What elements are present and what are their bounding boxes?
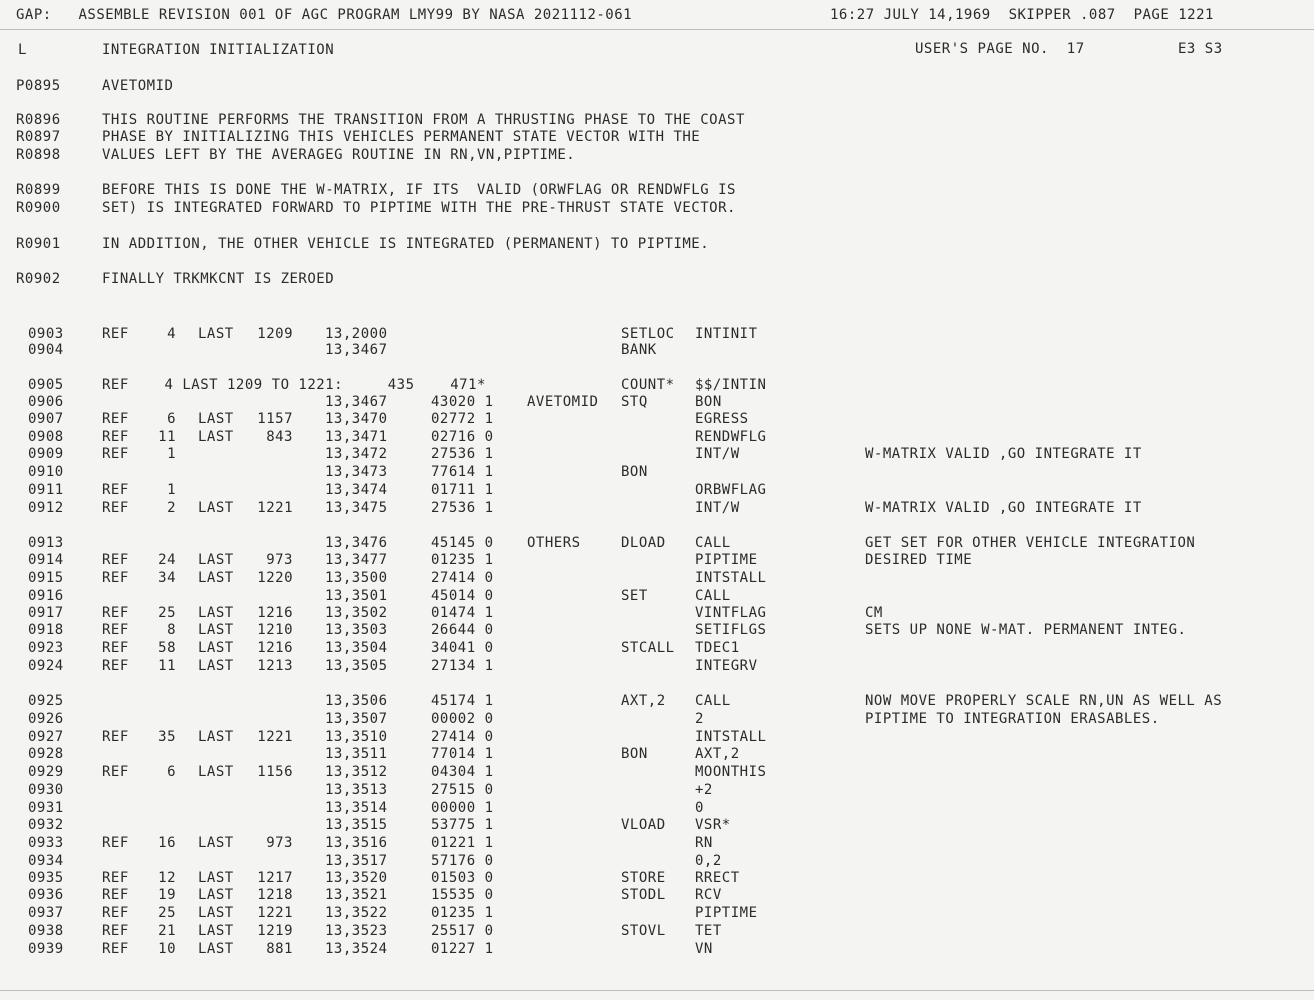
ref-keyword: REF: [102, 429, 129, 445]
memory-address: 13,3471: [325, 429, 388, 445]
operand: VINTFLAG: [695, 605, 767, 621]
comment-line-number: R0897: [16, 129, 61, 145]
operand: +2: [695, 782, 713, 798]
memory-address: 13,3523: [325, 923, 388, 939]
ref-count: 25: [158, 605, 176, 621]
ref-keyword: REF: [102, 482, 129, 498]
octal-word: 01221 1: [431, 835, 494, 851]
last-keyword: LAST: [198, 640, 234, 656]
ref-count: 10: [158, 941, 176, 957]
ref-count: 11: [158, 658, 176, 674]
users-page-number: USER'S PAGE NO. 17: [915, 41, 1085, 57]
line-comment: SETS UP NONE W-MAT. PERMANENT INTEG.: [865, 622, 1187, 638]
opcode: SETLOC: [621, 326, 675, 342]
memory-address: 13,3475: [325, 500, 388, 516]
octal-word: 01227 1: [431, 941, 494, 957]
octal-word: 27536 1: [431, 446, 494, 462]
operand: VN: [695, 941, 713, 957]
octal-word: 25517 0: [431, 923, 494, 939]
listing-line-number: 0926: [28, 711, 64, 727]
memory-address: 13,3517: [325, 853, 388, 869]
memory-address: 13,3515: [325, 817, 388, 833]
opcode: STORE: [621, 870, 666, 886]
operand: EGRESS: [695, 411, 749, 427]
header-title: GAP: ASSEMBLE REVISION 001 OF AGC PROGRAM LMY99 BY NASA 2021112-061: [16, 7, 633, 23]
last-page-number: 1219: [257, 923, 293, 939]
memory-address: 13,3512: [325, 764, 388, 780]
last-keyword: LAST: [198, 605, 234, 621]
ref-count: 21: [158, 923, 176, 939]
operand: RN: [695, 835, 713, 851]
last-keyword: LAST: [198, 500, 234, 516]
listing-line-number: 0915: [28, 570, 64, 586]
listing-line-number: 0924: [28, 658, 64, 674]
memory-address: 13,3522: [325, 905, 388, 921]
octal-word: 34041 0: [431, 640, 494, 656]
octal-word: 45014 0: [431, 588, 494, 604]
opcode: AXT,2: [621, 693, 666, 709]
octal-word: 45145 0: [431, 535, 494, 551]
line-comment: CM: [865, 605, 883, 621]
last-page-number: 1156: [257, 764, 293, 780]
operand: 0,2: [695, 853, 722, 869]
octal-word: 27536 1: [431, 500, 494, 516]
ref-keyword: REF: [102, 941, 129, 957]
memory-address: 13,3504: [325, 640, 388, 656]
last-page-number: 1157: [257, 411, 293, 427]
last-page-number: 1221: [257, 729, 293, 745]
last-page-number: 1209: [257, 326, 293, 342]
operand: INT/W: [695, 446, 740, 462]
listing-line-number: 0916: [28, 588, 64, 604]
operand: SETIFLGS: [695, 622, 767, 638]
memory-address: 13,3507: [325, 711, 388, 727]
octal-word: 53775 1: [431, 817, 494, 833]
ref-count: 16: [158, 835, 176, 851]
ref-count: 4: [167, 326, 176, 342]
octal-word: 02772 1: [431, 411, 494, 427]
comment-line-number: R0898: [16, 147, 61, 163]
ref-keyword: REF: [102, 905, 129, 921]
octal-word: 01711 1: [431, 482, 494, 498]
octal-word: 43020 1: [431, 394, 494, 410]
comment-text: SET) IS INTEGRATED FORWARD TO PIPTIME WITH THE PRE-THRUST STATE VECTOR.: [102, 200, 736, 216]
ref-keyword: REF: [102, 658, 129, 674]
line-comment: NOW MOVE PROPERLY SCALE RN,UN AS WELL AS: [865, 693, 1223, 709]
ref-count: 24: [158, 552, 176, 568]
octal-word: 57176 0: [431, 853, 494, 869]
memory-address: 13,3502: [325, 605, 388, 621]
octal-word: 00002 0: [431, 711, 494, 727]
octal-word: 01503 0: [431, 870, 494, 886]
memory-address: 13,3470: [325, 411, 388, 427]
operand: CALL: [695, 693, 731, 709]
octal-word: 01235 1: [431, 905, 494, 921]
listing-line-number: 0933: [28, 835, 64, 851]
listing-line-number: 0904: [28, 342, 64, 358]
header-rule: [0, 29, 1314, 30]
opcode: STOVL: [621, 923, 666, 939]
last-page-number: 973: [266, 552, 293, 568]
operand: CALL: [695, 588, 731, 604]
location-label: AVETOMID: [527, 394, 599, 410]
operand: 2: [695, 711, 704, 727]
ref-keyword: REF: [102, 870, 129, 886]
last-keyword: LAST: [198, 729, 234, 745]
operand: ORBWFLAG: [695, 482, 767, 498]
last-keyword: LAST: [198, 835, 234, 851]
listing-line-number: 0929: [28, 764, 64, 780]
ref-keyword: REF: [102, 729, 129, 745]
memory-address: 13,3472: [325, 446, 388, 462]
last-page-number: 1220: [257, 570, 293, 586]
listing-line-number: 0931: [28, 800, 64, 816]
octal-word: 77614 1: [431, 464, 494, 480]
ref-keyword: REF: [102, 570, 129, 586]
listing-line-number: 0927: [28, 729, 64, 745]
last-keyword: LAST: [198, 764, 234, 780]
ref-count: 12: [158, 870, 176, 886]
octal-word: 26644 0: [431, 622, 494, 638]
operand: BON: [695, 394, 722, 410]
last-page-number: 1216: [257, 605, 293, 621]
line-comment: DESIRED TIME: [865, 552, 973, 568]
line-comment: W-MATRIX VALID ,GO INTEGRATE IT: [865, 446, 1142, 462]
listing-line-number: 0928: [28, 746, 64, 762]
listing-line-number: 0914: [28, 552, 64, 568]
opcode: STODL: [621, 887, 666, 903]
last-keyword: LAST: [198, 887, 234, 903]
listing-line-number: 0910: [28, 464, 64, 480]
opcode: BON: [621, 746, 648, 762]
memory-address: 13,3520: [325, 870, 388, 886]
last-keyword: LAST: [198, 411, 234, 427]
memory-address: 13,3473: [325, 464, 388, 480]
memory-address: 13,2000: [325, 326, 388, 342]
last-keyword: LAST: [198, 905, 234, 921]
section-title: INTEGRATION INITIALIZATION: [102, 42, 335, 58]
comment-text: FINALLY TRKMKCNT IS ZEROED: [102, 271, 335, 287]
memory-address: 13,3467: [325, 394, 388, 410]
opcode: STQ: [621, 394, 648, 410]
comment-text: VALUES LEFT BY THE AVERAGEG ROUTINE IN RN,VN,PIPTIME.: [102, 147, 576, 163]
operand: TDEC1: [695, 640, 740, 656]
operand: 0: [695, 800, 704, 816]
comment-line-number: R0900: [16, 200, 61, 216]
comment-line-number: R0901: [16, 236, 61, 252]
location-label: OTHERS: [527, 535, 581, 551]
operand: INTSTALL: [695, 729, 767, 745]
operand: PIPTIME: [695, 905, 758, 921]
memory-address: 13,3474: [325, 482, 388, 498]
memory-address: 13,3467: [325, 342, 388, 358]
last-page-number: 1221: [257, 905, 293, 921]
comment-text: BEFORE THIS IS DONE THE W-MATRIX, IF ITS VALID (ORWFLAG OR RENDWFLG IS: [102, 182, 736, 198]
last-page-number: 1210: [257, 622, 293, 638]
last-page-number: 1213: [257, 658, 293, 674]
section-code: E3 S3: [1178, 41, 1223, 57]
ref-keyword: REF: [102, 605, 129, 621]
comment-text: IN ADDITION, THE OTHER VEHICLE IS INTEGRATED (PERMANENT) TO PIPTIME.: [102, 236, 710, 252]
listing-line-number: 0938: [28, 923, 64, 939]
listing-line-number: 0935: [28, 870, 64, 886]
ref-count: 58: [158, 640, 176, 656]
line-comment: W-MATRIX VALID ,GO INTEGRATE IT: [865, 500, 1142, 516]
octal-word: 45174 1: [431, 693, 494, 709]
last-keyword: LAST: [198, 622, 234, 638]
ref-count: 19: [158, 887, 176, 903]
listing-line-number: 0939: [28, 941, 64, 957]
ref-keyword: REF: [102, 835, 129, 851]
ref-count: 8: [167, 622, 176, 638]
comment-line-number: R0896: [16, 112, 61, 128]
last-keyword: LAST: [198, 923, 234, 939]
memory-address: 13,3500: [325, 570, 388, 586]
listing-line-number: 0917: [28, 605, 64, 621]
octal-word: 27414 0: [431, 570, 494, 586]
section-marker: L: [18, 42, 27, 58]
ref-keyword: REF: [102, 640, 129, 656]
memory-address: 13,3505: [325, 658, 388, 674]
memory-address: 13,3521: [325, 887, 388, 903]
octal-word: 27515 0: [431, 782, 494, 798]
operand: INTSTALL: [695, 570, 767, 586]
comment-text: THIS ROUTINE PERFORMS THE TRANSITION FROM A THRUSTING PHASE TO THE COAST: [102, 112, 745, 128]
ref-keyword: REF: [102, 552, 129, 568]
last-keyword: LAST: [198, 870, 234, 886]
opcode: DLOAD: [621, 535, 666, 551]
opcode: BANK: [621, 342, 657, 358]
last-page-number: 1221: [257, 500, 293, 516]
last-keyword: LAST: [198, 326, 234, 342]
listing-line-number: 0907: [28, 411, 64, 427]
listing-line-number: 0923: [28, 640, 64, 656]
octal-word: 77014 1: [431, 746, 494, 762]
comment-text: PHASE BY INITIALIZING THIS VEHICLES PERMANENT STATE VECTOR WITH THE: [102, 129, 701, 145]
ref-count: 2: [167, 500, 176, 516]
ref-keyword: REF: [102, 411, 129, 427]
listing-line-number: 0905: [28, 377, 64, 393]
memory-address: 13,3477: [325, 552, 388, 568]
listing-line-number: 0906: [28, 394, 64, 410]
opcode: SET: [621, 588, 648, 604]
last-page-number: 843: [266, 429, 293, 445]
ref-count: 1: [167, 482, 176, 498]
octal-word: 01235 1: [431, 552, 494, 568]
line-comment: PIPTIME TO INTEGRATION ERASABLES.: [865, 711, 1160, 727]
operand: VSR*: [695, 817, 731, 833]
octal-word: 01474 1: [431, 605, 494, 621]
operand: AXT,2: [695, 746, 740, 762]
last-page-number: 973: [266, 835, 293, 851]
last-page-number: 881: [266, 941, 293, 957]
listing-line-number: 0913: [28, 535, 64, 551]
listing-line-number: 0930: [28, 782, 64, 798]
octal-word: 00000 1: [431, 800, 494, 816]
ref-count: 1: [167, 446, 176, 462]
comment-line-number: P0895: [16, 78, 61, 94]
listing-line-number: 0934: [28, 853, 64, 869]
memory-address: 13,3510: [325, 729, 388, 745]
octal-word: 27134 1: [431, 658, 494, 674]
last-page-number: 1216: [257, 640, 293, 656]
opcode: VLOAD: [621, 817, 666, 833]
octal-word: 15535 0: [431, 887, 494, 903]
octal-word: 27414 0: [431, 729, 494, 745]
opcode: COUNT*: [621, 377, 675, 393]
operand: INTEGRV: [695, 658, 758, 674]
ref-count: 6: [167, 411, 176, 427]
ref-count: 34: [158, 570, 176, 586]
opcode: BON: [621, 464, 648, 480]
memory-address: 13,3503: [325, 622, 388, 638]
ref-keyword: REF: [102, 923, 129, 939]
operand: RRECT: [695, 870, 740, 886]
memory-address: 13,3476: [325, 535, 388, 551]
listing-line-number: 0932: [28, 817, 64, 833]
octal-word: 04304 1: [431, 764, 494, 780]
operand: RENDWFLG: [695, 429, 767, 445]
operand: TET: [695, 923, 722, 939]
ref-keyword: REF: [102, 326, 129, 342]
listing-line-number: 0911: [28, 482, 64, 498]
memory-address: 13,3524: [325, 941, 388, 957]
comment-line-number: R0902: [16, 271, 61, 287]
listing-line-number: 0918: [28, 622, 64, 638]
listing-line-number: 0925: [28, 693, 64, 709]
ref-keyword: REF: [102, 887, 129, 903]
ref-count: 11: [158, 429, 176, 445]
operand: MOONTHIS: [695, 764, 767, 780]
listing-line-number: 0909: [28, 446, 64, 462]
ref-keyword: REF: [102, 500, 129, 516]
memory-address: 13,3513: [325, 782, 388, 798]
memory-address: 13,3514: [325, 800, 388, 816]
ref-keyword: REF: [102, 622, 129, 638]
last-keyword: LAST: [198, 658, 234, 674]
operand: $$/INTIN: [695, 377, 767, 393]
memory-address: 13,3516: [325, 835, 388, 851]
listing-line-number: 0936: [28, 887, 64, 903]
header-date-page: 16:27 JULY 14,1969 SKIPPER .087 PAGE 1221: [830, 7, 1214, 23]
last-keyword: LAST: [198, 570, 234, 586]
memory-address: 13,3506: [325, 693, 388, 709]
footer-rule: [0, 990, 1314, 991]
operand: INTINIT: [695, 326, 758, 342]
listing-line-number: 0903: [28, 326, 64, 342]
opcode: STCALL: [621, 640, 675, 656]
listing-line-number: 0937: [28, 905, 64, 921]
memory-address: 13,3511: [325, 746, 388, 762]
octal-word: 02716 0: [431, 429, 494, 445]
listing-line-number: 0912: [28, 500, 64, 516]
ref-count: 35: [158, 729, 176, 745]
last-page-number: 1217: [257, 870, 293, 886]
ref-count: 25: [158, 905, 176, 921]
count-summary: REF 4 LAST 1209 TO 1221: 435 471*: [102, 377, 486, 393]
last-keyword: LAST: [198, 429, 234, 445]
ref-keyword: REF: [102, 764, 129, 780]
comment-text: AVETOMID: [102, 78, 174, 94]
line-comment: GET SET FOR OTHER VEHICLE INTEGRATION: [865, 535, 1196, 551]
last-keyword: LAST: [198, 552, 234, 568]
last-page-number: 1218: [257, 887, 293, 903]
comment-line-number: R0899: [16, 182, 61, 198]
ref-count: 6: [167, 764, 176, 780]
listing-line-number: 0908: [28, 429, 64, 445]
ref-keyword: REF: [102, 446, 129, 462]
memory-address: 13,3501: [325, 588, 388, 604]
operand: CALL: [695, 535, 731, 551]
operand: INT/W: [695, 500, 740, 516]
operand: PIPTIME: [695, 552, 758, 568]
last-keyword: LAST: [198, 941, 234, 957]
operand: RCV: [695, 887, 722, 903]
